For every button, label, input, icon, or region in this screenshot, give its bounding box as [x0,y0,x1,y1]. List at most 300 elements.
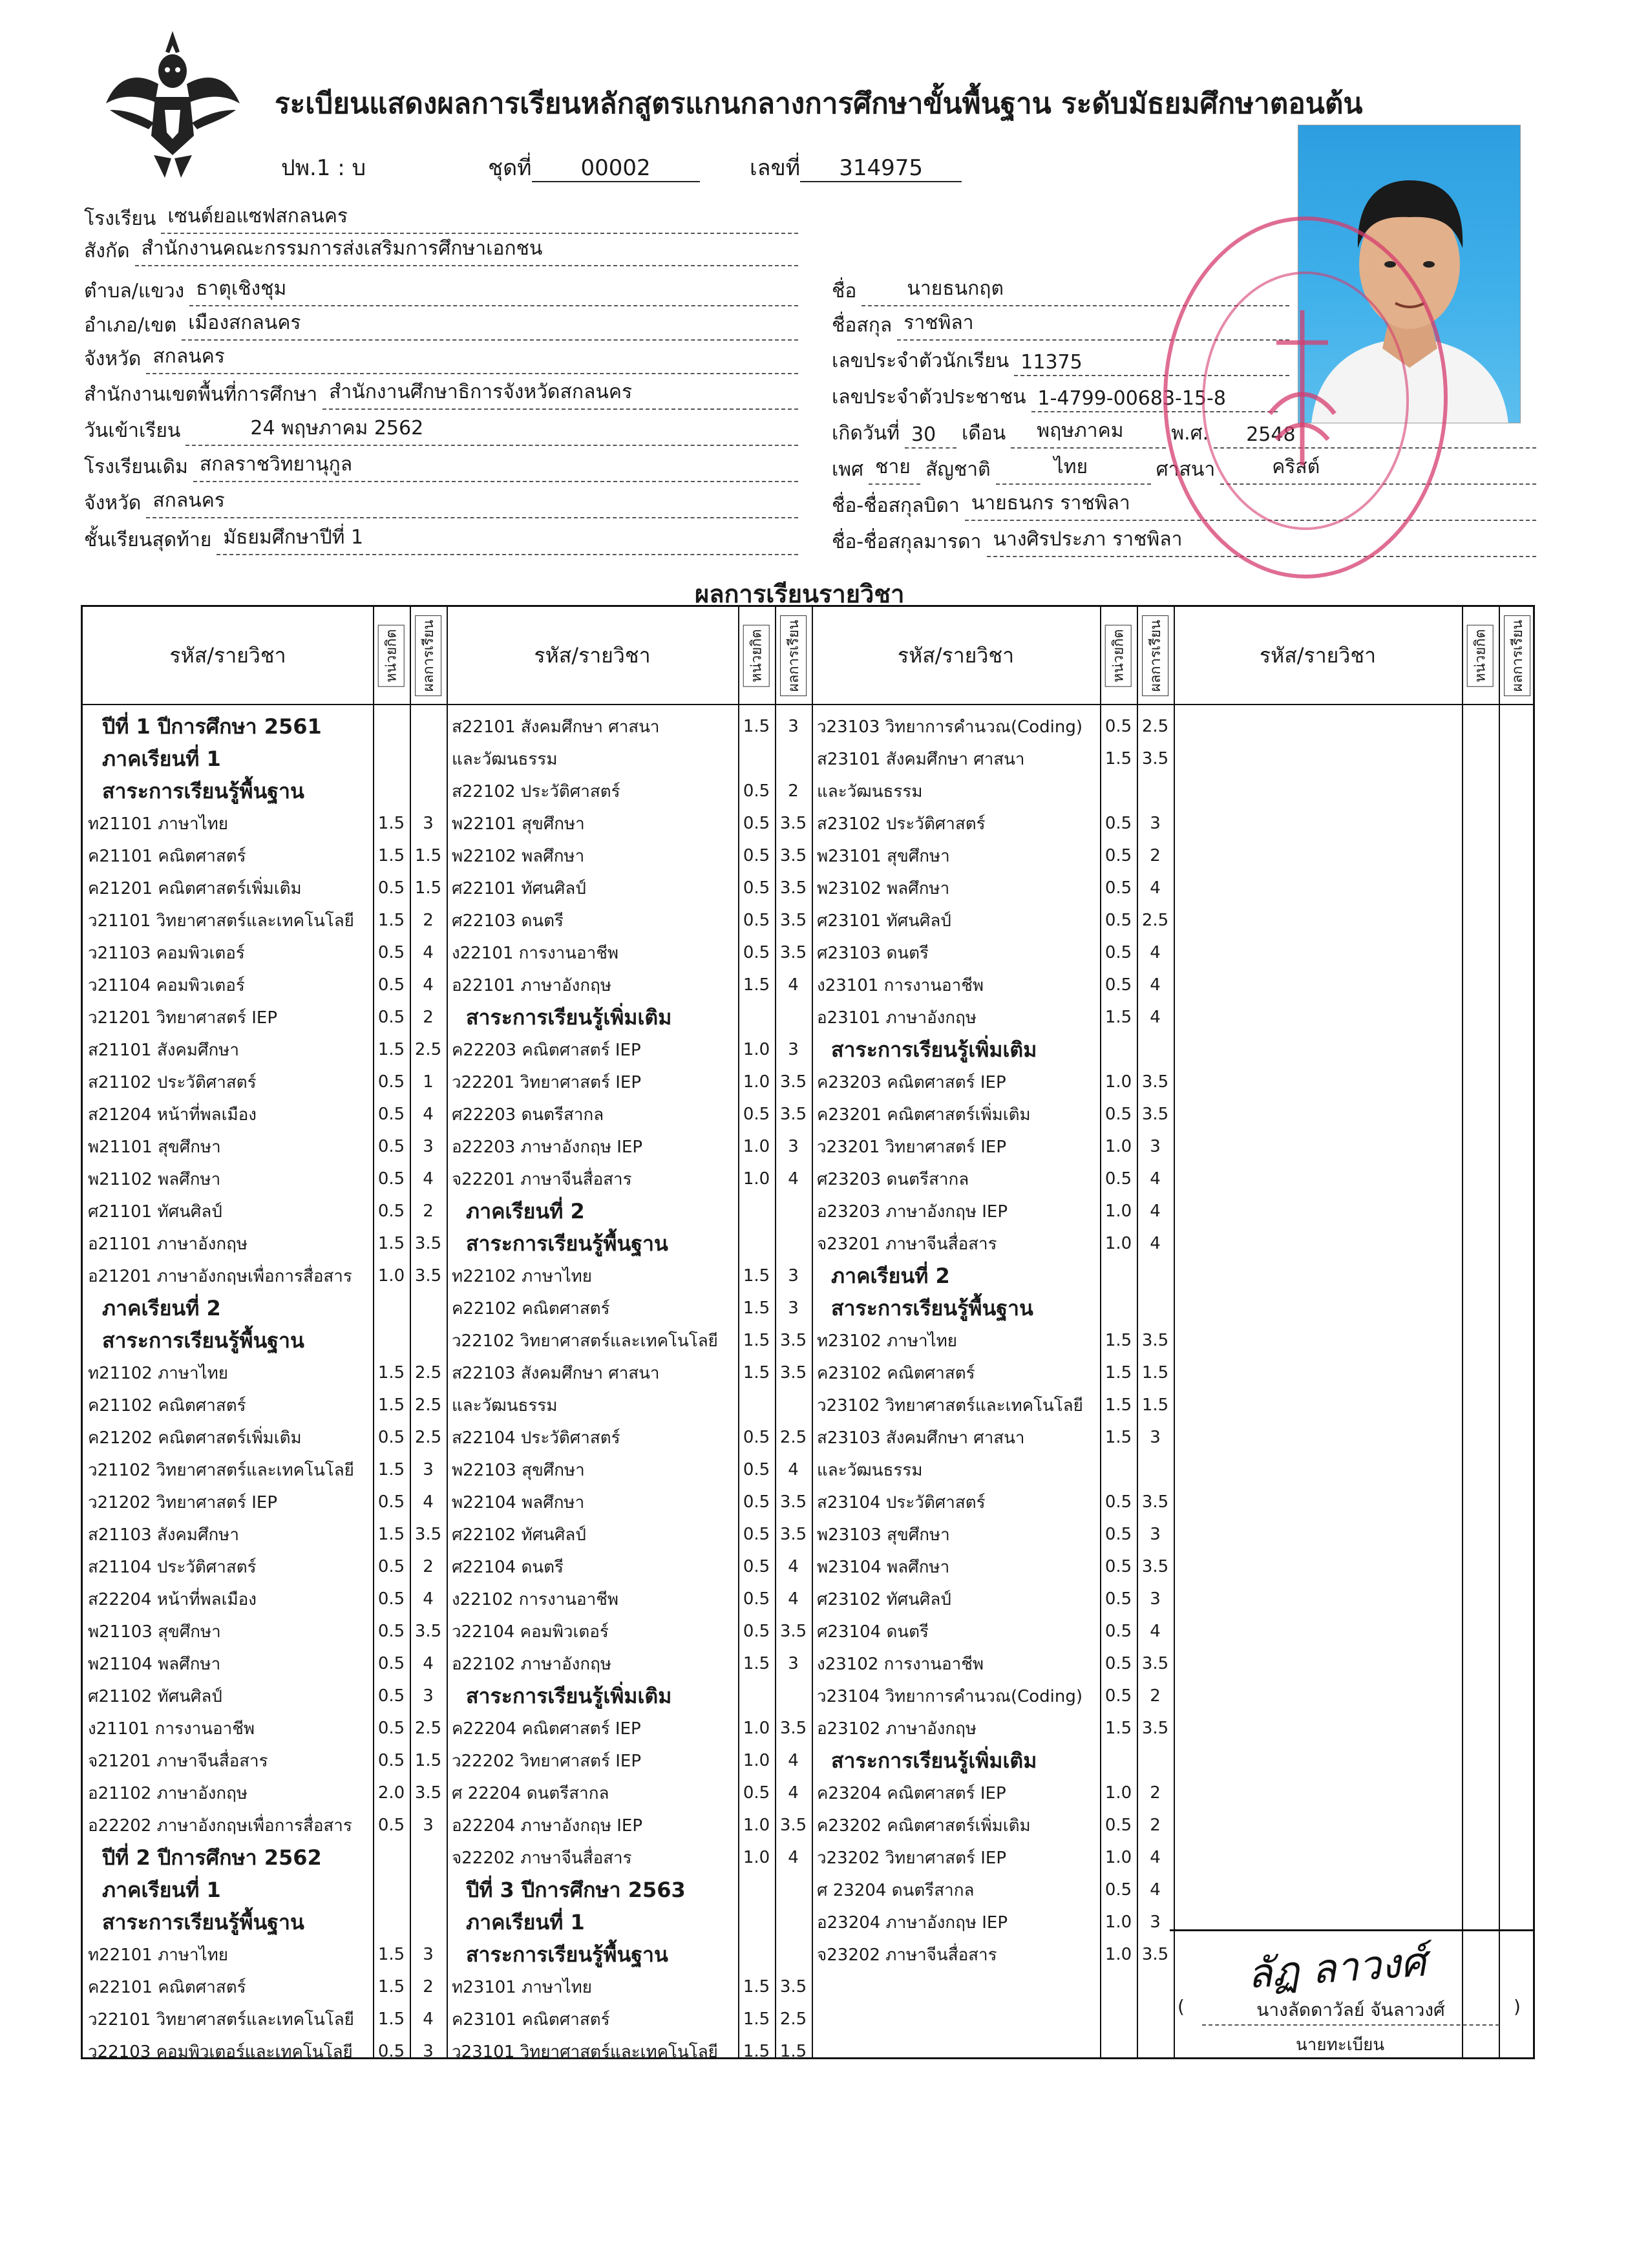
grade-column-header [1499,613,1536,697]
credits-cell: 0.5 [377,1105,405,1124]
grade-cell: 4 [1150,1008,1161,1027]
grade-cell: 3 [1150,1589,1161,1609]
grade-cell: 3.5 [414,1525,442,1544]
father-value: นายธนกร ราชพิลา [971,492,1130,514]
subject-cell: จ22202 ภาษาจีนสื่อสาร [452,1848,632,1868]
subject-cell: ค21101 คณิตศาสตร์ [88,846,246,866]
religion-label: ศาสนา [1156,458,1216,481]
subject-cell: ส21102 ประวัติศาสตร์ [88,1072,257,1092]
results-section-title: ผลการเรียนรายวิชา [695,580,905,608]
subject-cell: ว23104 วิทยาการคำนวณ(Coding) [817,1686,1083,1706]
garuda-emblem-icon [103,26,242,181]
grade-cell: 2.5 [414,1363,442,1383]
grade-cell: 3 [788,1654,799,1673]
subject-cell: ศ23203 ดนตรีสากล [817,1169,969,1189]
subject-cell: ศ21102 ทัศนศิลป์ [88,1686,222,1706]
credits-cell: 0.5 [1104,1589,1132,1609]
grade-cell: 3.5 [779,878,807,898]
credits-cell: 0.5 [743,1525,770,1544]
document-number-field [750,150,962,185]
credits-cell: 0.5 [743,1622,770,1641]
grade-cell: 1.5 [1141,1395,1169,1415]
subject-cell: ส23101 สังคมศึกษา ศาสนา [817,749,1025,769]
grade-cell: 3.5 [779,814,807,833]
credits-cell: 0.5 [377,1072,405,1092]
credits-cell: 1.5 [743,1298,770,1318]
credits-cell: 1.5 [1104,1395,1132,1415]
grade-cell: 1.5 [1141,1363,1169,1383]
credits-cell: 1.5 [377,1977,405,1997]
credits-cell: 1.0 [743,1072,770,1092]
credits-cell: 0.5 [1104,1169,1132,1189]
grade-cell: 3.5 [1141,1492,1169,1512]
grade-cell [775,1680,812,1712]
subject-cell: ศ22103 ดนตรี [452,911,564,931]
grade-cell: 3.5 [1141,1654,1169,1673]
credits-cell: 0.5 [743,1783,770,1803]
subject-cell: ง23102 การงานอาชีพ [817,1654,984,1674]
grade-cell: 3.5 [1141,1072,1169,1092]
credits-cell: 1.5 [743,1266,770,1286]
subject-cell: ง22101 การงานอาชีพ [452,943,619,963]
birth-month-label: เดือน [962,422,1006,445]
subject-cell: และวัฒนธรรม [817,781,923,801]
credits-cell: 0.5 [377,975,405,995]
grade-cell: 4 [1150,1848,1161,1867]
credits-cell: 1.5 [377,2009,405,2029]
credits-cell: 0.5 [377,1169,405,1189]
last-name-row [832,312,1289,341]
credits-cell: 1.0 [1104,1945,1132,1964]
subject-cell: ค23201 คณิตศาสตร์เพิ่มเติม [817,1105,1031,1125]
credits-cell: 1.0 [743,1169,770,1189]
credits-cell: 0.5 [377,1492,405,1512]
grade-cell: 2.5 [414,1040,442,1059]
subject-cell: ค22203 คณิตศาสตร์ IEP [452,1040,641,1060]
subject-cell: ว23202 วิทยาศาสตร์ IEP [817,1848,1007,1868]
subject-cell: ว21104 คอมพิวเตอร์ [88,975,245,995]
birth-month-value: พฤษภาคม [1037,419,1124,442]
registrar-name: นางลัดดาวัลย์ จันลาวงศ์ [1202,1996,1499,2026]
subject-cell: จ23202 ภาษาจีนสื่อสาร [817,1945,997,1965]
column-divider [1499,607,1500,2057]
subject-cell: ค21201 คณิตศาสตร์เพิ่มเติม [88,878,302,898]
grade-cell: 3.5 [1141,1719,1169,1738]
column-group-divider [812,607,813,2057]
section-heading: ปีที่ 1 ปีการศึกษา 2561 [102,714,322,739]
subject-cell: และวัฒนธรรม [817,1460,923,1480]
subject-column-header: รหัส/รายวิชา [1259,642,1377,668]
birth-year-value: 2548 [1246,423,1296,446]
credits-cell: 2.0 [377,1783,405,1803]
grade-cell: 4 [1150,943,1161,962]
subject-cell: ส23103 สังคมศึกษา ศาสนา [817,1428,1025,1448]
credits-cell: 1.5 [743,1331,770,1350]
grade-cell: 3.5 [1141,749,1169,768]
grade-cell: 1.5 [414,846,442,865]
grade-cell: 1.5 [414,878,442,898]
section-heading: ภาคเรียนที่ 1 [466,1909,585,1934]
section-heading: สาระการเรียนรู้พื้นฐาน [466,1231,668,1256]
subject-cell: ค23203 คณิตศาสตร์ IEP [817,1072,1006,1092]
subject-cell: ส22101 สังคมศึกษา ศาสนา [452,717,660,737]
subject-cell: ง23101 การงานอาชีพ [817,975,984,995]
grade-cell [410,1292,447,1324]
subject-cell: ค21202 คณิตศาสตร์เพิ่มเติม [88,1428,302,1448]
section-heading: สาระการเรียนรู้พื้นฐาน [102,778,304,803]
sex-nationality-religion-row [832,456,1536,485]
cross-icon [1263,304,1341,472]
grade-cell: 4 [423,2009,434,2029]
credits-cell: 1.5 [743,2009,770,2029]
subject-cell: และวัฒนธรรม [452,749,558,769]
district-row [84,312,798,341]
credits-cell: 1.5 [743,1654,770,1673]
credits-cell: 1.5 [1104,1363,1132,1383]
grade-cell: 3.5 [779,846,807,865]
grade-cell [410,1874,447,1906]
grade-cell [775,1389,812,1421]
subject-cell: ส21104 ประวัติศาสตร์ [88,1557,257,1577]
credits-cell: 1.0 [743,1040,770,1059]
grade-cell: 3.5 [779,1525,807,1544]
subject-cell: อ23204 ภาษาอังกฤษ IEP [817,1913,1008,1933]
grade-cell: 2.5 [414,1719,442,1738]
education-area-label: สำนักงานเขตพื้นที่การศึกษา [84,383,318,406]
credits-cell: 0.5 [377,1751,405,1770]
credits-cell: 1.0 [743,1751,770,1770]
credits-cell: 1.0 [743,1137,770,1156]
grade-cell: 2 [423,1557,434,1576]
subject-cell: ส22102 ประวัติศาสตร์ [452,781,620,801]
credits-cell: 0.5 [377,1589,405,1609]
credits-cell: 0.5 [377,943,405,962]
subject-cell: ง22102 การงานอาชีพ [452,1589,619,1609]
credits-cell: 0.5 [743,1557,770,1576]
affiliation-row [84,238,798,266]
school-name-label: โรงเรียน [84,207,156,230]
grade-cell: 4 [788,1589,799,1609]
subject-cell: อ23203 ภาษาอังกฤษ IEP [817,1202,1008,1222]
subject-cell: ส21101 สังคมศึกษา [88,1040,239,1060]
credits-cell [738,1906,775,1938]
previous-province-row [84,490,798,518]
grade-cell: 3.5 [779,1977,807,1997]
set-number-field [488,150,700,185]
credits-cell: 1.5 [1104,1008,1132,1027]
school-name-row [84,206,798,234]
credits-cell: 0.5 [377,1202,405,1221]
section-heading: สาระการเรียนรู้พื้นฐาน [466,1942,668,1967]
grade-cell: 3 [788,1040,799,1059]
grade-cell: 3.5 [1141,1945,1169,1964]
subject-cell: จ23201 ภาษาจีนสื่อสาร [817,1234,997,1254]
credits-cell: 1.0 [377,1266,405,1286]
grade-cell [775,1227,812,1260]
subject-cell: ศ 22204 ดนตรีสากล [452,1783,609,1803]
grade-cell: 1.5 [414,1751,442,1770]
grade-cell [775,1874,812,1906]
grade-cell: 2 [423,1202,434,1221]
credits-cell: 0.5 [743,943,770,962]
subject-cell: ว22104 คอมพิวเตอร์ [452,1622,609,1642]
grade-column-header-label: ผลการเรียน [415,615,441,695]
last-class-label: ชั้นเรียนสุดท้าย [84,529,212,551]
subject-cell: ศ22203 ดนตรีสากล [452,1105,604,1125]
grade-cell: 3.5 [779,1622,807,1641]
section-heading: สาระการเรียนรู้พื้นฐาน [831,1295,1033,1320]
grade-cell [410,1324,447,1357]
grade-cell: 3.5 [779,1816,807,1835]
credits-cell: 1.5 [743,1363,770,1383]
subject-cell: ท21102 ภาษาไทย [88,1363,229,1383]
previous-school-row [84,454,798,482]
column-group-divider [447,607,448,2057]
form-code: ปพ.1 : บ [281,155,366,181]
subject-cell: ง21101 การงานอาชีพ [88,1719,255,1739]
credits-cell: 0.5 [1104,975,1132,995]
subject-cell: ว22202 วิทยาศาสตร์ IEP [452,1751,642,1771]
credits-cell: 1.0 [1104,1137,1132,1156]
subject-cell: ค22102 คณิตศาสตร์ [452,1298,610,1319]
results-table [81,605,1535,2062]
subject-cell: ศ22102 ทัศนศิลป์ [452,1525,586,1545]
credits-cell: 1.0 [1104,1202,1132,1221]
grade-cell: 3 [788,1137,799,1156]
section-heading: สาระการเรียนรู้เพิ่มเติม [466,1683,672,1708]
section-heading: ภาคเรียนที่ 2 [466,1198,585,1224]
previous-school-value: สกลราชวิทยานุกูล [199,453,353,476]
grade-cell: 2 [423,911,434,930]
credits-cell [738,1680,775,1712]
grade-column-header-label: ผลการเรียน [780,615,807,695]
credits-cell: 0.5 [1104,717,1132,736]
enroll-date-row [84,418,798,446]
section-heading: ภาคเรียนที่ 2 [102,1295,221,1320]
credits-cell [738,743,775,775]
student-id-value: 11375 [1020,351,1083,374]
subject-cell: อ22203 ภาษาอังกฤษ IEP [452,1137,643,1157]
credits-cell [373,1874,410,1906]
subject-cell: ศ23103 ดนตรี [817,943,929,963]
credits-cell [373,710,410,743]
education-area-value: สำนักงานศึกษาธิการจังหวัดสกลนคร [329,381,633,403]
credits-cell: 0.5 [1104,1622,1132,1641]
credits-cell: 1.5 [1104,1428,1132,1447]
grade-cell: 3.5 [1141,1557,1169,1576]
credits-cell: 1.0 [1104,1072,1132,1092]
section-heading: สาระการเรียนรู้พื้นฐาน [102,1328,304,1353]
grade-cell: 3.5 [414,1266,442,1286]
previous-province-value: สกลนคร [153,489,225,512]
grade-cell: 2.5 [414,1428,442,1447]
subject-cell: ศ23101 ทัศนศิลป์ [817,911,951,931]
previous-province-label: จังหวัด [84,492,142,514]
credits-cell: 1.5 [377,1234,405,1253]
registrar-signature-box [1170,1929,1535,2059]
subject-cell: ศ23102 ทัศนศิลป์ [817,1589,951,1609]
credits-cell: 1.5 [377,1363,405,1383]
subject-cell: พ23101 สุขศึกษา [817,846,950,866]
credits-cell: 0.5 [377,1719,405,1738]
school-name-value: เซนต์ยอแซฟสกลนคร [167,205,348,228]
subject-cell: ท22101 ภาษาไทย [88,1945,229,1965]
grade-cell: 3.5 [414,1234,442,1253]
subject-cell: ว21202 วิทยาศาสตร์ IEP [88,1492,278,1512]
credits-column-header [738,613,775,697]
credits-cell: 1.5 [377,911,405,930]
subject-cell: ท23102 ภาษาไทย [817,1331,958,1351]
grade-cell: 4 [1150,975,1161,995]
citizen-id-value: 1-4799-00683-15-8 [1037,387,1226,410]
credits-cell [373,1324,410,1357]
subject-cell: พ22103 สุขศึกษา [452,1460,585,1480]
subject-cell: พ21102 พลศึกษา [88,1169,221,1189]
subject-cell: ค23102 คณิตศาสตร์ [817,1363,975,1383]
grade-cell: 4 [1150,1880,1161,1900]
subject-cell: อ22102 ภาษาอังกฤษ [452,1654,611,1674]
grade-cell: 4 [788,1557,799,1576]
set-number-value: 00002 [532,155,700,182]
grade-cell: 2 [1150,1686,1161,1706]
subject-cell: ส21103 สังคมศึกษา [88,1525,239,1545]
credits-cell [1100,1260,1137,1292]
subdistrict-value: ธาตุเชิงชุม [196,277,287,300]
subject-cell: พ22104 พลศึกษา [452,1492,585,1512]
subject-cell: ค22101 คณิตศาสตร์ [88,1977,246,1997]
province-value: สกลนคร [153,345,225,368]
grade-cell: 4 [788,1460,799,1479]
credits-cell: 0.5 [1104,846,1132,865]
grade-cell: 3 [423,1816,434,1835]
subject-cell: และวัฒนธรรม [452,1395,558,1415]
credits-cell [738,1001,775,1033]
set-number-label: ชุดที่ [488,155,532,181]
subject-cell: อ21201 ภาษาอังกฤษเพื่อการสื่อสาร [88,1266,352,1286]
grade-cell: 1.5 [779,2042,807,2061]
credits-cell: 1.0 [743,1848,770,1867]
credits-cell: 0.5 [1104,1686,1132,1706]
subject-cell: ว23201 วิทยาศาสตร์ IEP [817,1137,1007,1157]
grade-cell [1137,1292,1174,1324]
subject-cell: พ21103 สุขศึกษา [88,1622,221,1642]
section-heading: ภาคเรียนที่ 2 [831,1263,950,1288]
credits-cell: 0.5 [377,1622,405,1641]
last-name-label: ชื่อสกุล [832,314,893,337]
credits-cell: 1.5 [743,2042,770,2061]
grade-cell: 2.5 [414,1395,442,1415]
credits-cell: 1.0 [743,1719,770,1738]
grade-cell: 3 [1150,1428,1161,1447]
grade-cell: 3.5 [414,1783,442,1803]
citizen-id-label: เลขประจำตัวประชาชน [832,386,1026,408]
subject-cell: ค21102 คณิตศาสตร์ [88,1395,246,1415]
credits-cell: 0.5 [743,1428,770,1447]
credits-cell [1100,1292,1137,1324]
subject-cell: ส22104 ประวัติศาสตร์ [452,1428,620,1448]
grade-cell: 3 [423,814,434,833]
column-divider [1462,607,1463,2057]
grade-cell [1137,775,1174,807]
last-name-value: ราชพิลา [903,312,974,334]
document-number-label: เลขที่ [750,155,801,181]
credits-cell [373,775,410,807]
section-heading: ภาคเรียนที่ 1 [102,746,221,771]
credits-cell [373,1906,410,1938]
subject-cell: ส22103 สังคมศึกษา ศาสนา [452,1363,660,1383]
credits-cell: 1.5 [743,975,770,995]
credits-cell: 0.5 [743,1589,770,1609]
credits-cell: 1.5 [1104,1331,1132,1350]
sex-value: ชาย [875,456,911,478]
first-name-row [832,278,1289,306]
subject-cell: ศ23104 ดนตรี [817,1622,929,1642]
subject-cell: ท23101 ภาษาไทย [452,1977,593,1997]
grade-cell: 4 [788,1169,799,1189]
grade-cell: 3.5 [1141,1331,1169,1350]
subject-cell: ค23101 คณิตศาสตร์ [452,2009,610,2030]
document-number-value: 314975 [800,155,962,182]
credits-cell: 0.5 [743,1105,770,1124]
subject-cell: ว23101 วิทยาศาสตร์และเทคโนโลยี [452,2042,718,2062]
religion-value: คริสต์ [1272,456,1320,478]
subject-cell: ว22201 วิทยาศาสตร์ IEP [452,1072,642,1092]
credits-cell: 0.5 [743,1492,770,1512]
subject-cell: ว21101 วิทยาศาสตร์และเทคโนโลยี [88,911,354,931]
first-name-label: ชื่อ [832,280,857,302]
subject-cell: อ22204 ภาษาอังกฤษ IEP [452,1816,643,1836]
district-label: อำเภอ/เขต [84,314,177,337]
grade-cell: 3.5 [779,1072,807,1092]
credits-column-header [1462,613,1499,697]
student-id-row [832,348,1289,376]
mother-value: นางศิรประภา ราชพิลา [993,528,1183,551]
header-divider [83,704,1533,705]
credits-cell [738,1227,775,1260]
credits-column-header [373,613,410,697]
credits-cell: 1.5 [1104,749,1132,768]
grade-cell: 3 [423,2042,434,2061]
subject-cell: จ21201 ภาษาจีนสื่อสาร [88,1751,268,1771]
credits-column-header-label: หน่วยกิต [1105,624,1132,686]
grade-cell: 4 [788,1783,799,1803]
credits-cell: 0.5 [377,1008,405,1027]
subject-column-header: รหัส/รายวิชา [169,642,286,668]
birth-date-row [832,420,1536,449]
grade-cell [410,743,447,775]
credits-cell [738,1195,775,1227]
grade-cell [1137,1744,1174,1777]
section-heading: สาระการเรียนรู้เพิ่มเติม [831,1037,1037,1062]
credits-cell [373,1841,410,1874]
credits-column-header-label: หน่วยกิต [743,624,770,686]
citizen-id-row [832,384,1278,412]
credits-column-header [1100,613,1137,697]
grade-cell: 4 [423,1169,434,1189]
grade-cell: 4 [423,1654,434,1673]
section-heading: สาระการเรียนรู้เพิ่มเติม [466,1004,672,1030]
subject-cell: ว22101 วิทยาศาสตร์และเทคโนโลยี [88,2009,354,2030]
subject-cell: อ22101 ภาษาอังกฤษ [452,975,611,995]
subject-cell: พ23104 พลศึกษา [817,1557,950,1577]
credits-cell: 0.5 [1104,1816,1132,1835]
mother-row [832,529,1536,557]
credits-cell [738,1938,775,1971]
subject-column-header: รหัส/รายวิชา [897,642,1015,668]
grade-cell: 3.5 [779,1719,807,1738]
grade-cell: 3 [1150,1913,1161,1932]
subject-cell: อ23101 ภาษาอังกฤษ [817,1008,977,1028]
